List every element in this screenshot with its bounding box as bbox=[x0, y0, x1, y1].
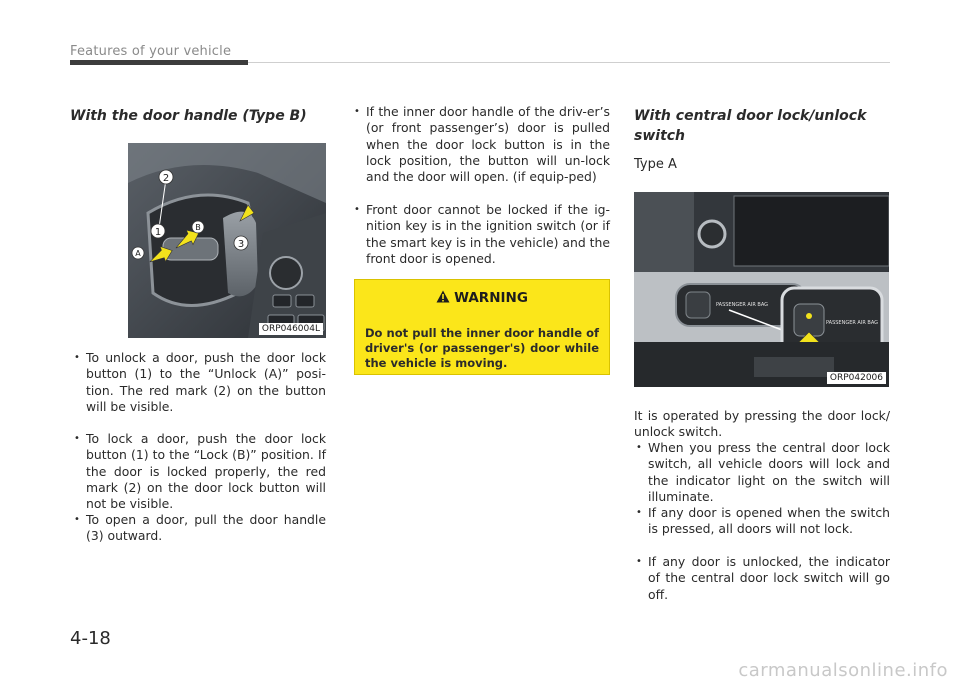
right-bullet-2: • If any door is opened when the switch is pressed, all doors will not lock. bbox=[636, 505, 890, 538]
door-handle-figure bbox=[128, 143, 326, 338]
door-handle-illustration bbox=[128, 143, 326, 338]
middle-bullet-1: • If the inner door handle of the driv-er’s (or front passenger’s) door is pulled when the door lock button is in the lock position, the button will un-lock and the door will open. (if equip-ped) bbox=[354, 104, 610, 185]
warning-triangle-icon bbox=[436, 290, 450, 303]
type-a-subheading: Type A bbox=[634, 157, 677, 172]
label-2: 2 bbox=[162, 173, 170, 184]
header-rule-line bbox=[248, 62, 890, 63]
warning-text: Do not pull the inner door handle of driver's (or passenger's) door while the vehicle is moving. bbox=[365, 326, 599, 370]
right-bullet-3: • If any door is unlocked, the indicator of the central door lock switch will go off. bbox=[636, 554, 890, 603]
figure-code-left: ORP046004L bbox=[259, 323, 323, 335]
door-handle-heading: With the door handle (Type B) bbox=[70, 108, 307, 124]
small-airbag-label: PASSENGER AIR BAG bbox=[715, 302, 769, 308]
label-B: B bbox=[195, 223, 201, 232]
middle-bullet-2: • Front door cannot be locked if the ig-nition key is in the ignition switch (or if the smart key is in the vehicle) and the front door is opened. bbox=[354, 202, 610, 267]
label-1: 1 bbox=[154, 227, 162, 238]
watermark: carmanualsonline.info bbox=[738, 660, 948, 681]
header-rule-bar bbox=[70, 60, 248, 65]
left-bullet-2: • To lock a door, push the door lock button (1) to the “Lock (B)” position. If the door is locked properly, the red mark (2) on the door lock button will not be visible. bbox=[74, 431, 326, 512]
left-bullet-1: • To unlock a door, push the door lock button (1) to the “Unlock (A)” posi-tion. The red mark (2) on the button will be visible. bbox=[74, 350, 326, 415]
page-number: 4-18 bbox=[70, 628, 111, 649]
figure-code-right: ORP042006 bbox=[827, 372, 886, 384]
left-bullet-3: • To open a door, pull the door handle (3) outward. bbox=[74, 512, 326, 545]
warning-title-text: WARNING bbox=[454, 290, 528, 306]
warning-title bbox=[355, 290, 609, 306]
central-lock-heading: With central door lock/unlock switch bbox=[634, 108, 867, 144]
label-3: 3 bbox=[237, 239, 245, 250]
section-header: Features of your vehicle bbox=[70, 44, 232, 59]
central-lock-figure bbox=[634, 192, 889, 387]
label-A: A bbox=[135, 249, 141, 258]
right-bullet-1: • When you press the central door lock switch, all vehicle doors will lock and the indicator light on the switch will illuminate. bbox=[636, 440, 890, 505]
central-lock-intro: It is operated by pressing the door lock/ unlock switch. bbox=[634, 408, 890, 440]
large-airbag-label: PASSENGER AIR BAG bbox=[825, 320, 879, 326]
warning-box bbox=[354, 279, 610, 375]
central-lock-illustration bbox=[634, 192, 889, 387]
